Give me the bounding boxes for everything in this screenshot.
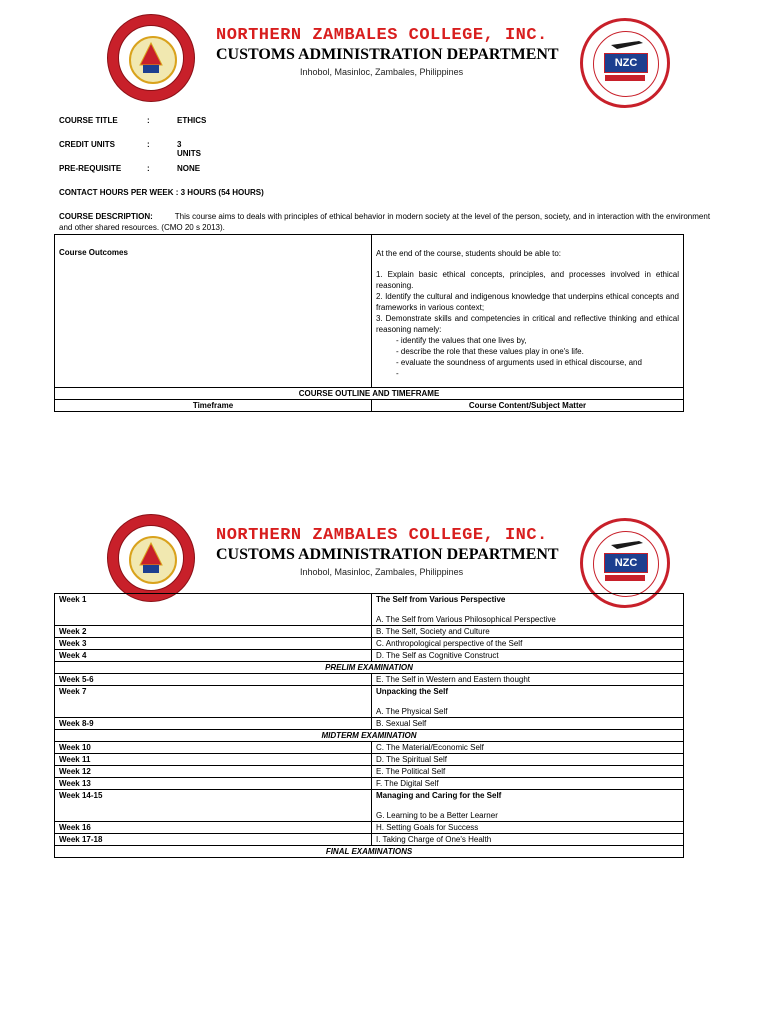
- schedule-table: [54, 593, 684, 858]
- content-text: E. The Self in Western and Eastern thought: [376, 675, 531, 684]
- department-seal-right: [580, 18, 670, 108]
- outcomes-label: Course Outcomes: [55, 235, 372, 388]
- schedule-row: [55, 638, 684, 650]
- content-cell: [372, 650, 684, 662]
- exam-row: [55, 730, 684, 742]
- content-cell: [372, 594, 684, 626]
- department-name: CUSTOMS ADMINISTRATION DEPARTMENT: [216, 46, 559, 63]
- exam-label: PRELIM EXAMINATION: [55, 662, 684, 674]
- schedule-row: [55, 650, 684, 662]
- content-text: B. Sexual Self: [376, 719, 427, 728]
- week-cell: Week 17-18: [55, 834, 372, 846]
- content-subtopic: G. Learning to be a Better Learner: [376, 811, 498, 820]
- content-text: H. Setting Goals for Success: [376, 823, 479, 832]
- nzc-badge: NZC: [604, 553, 648, 573]
- schedule-row: [55, 766, 684, 778]
- content-cell: [372, 822, 684, 834]
- content-cell: [372, 790, 684, 822]
- seal-emblem-shape: [108, 15, 194, 101]
- week-cell: Week 1: [55, 594, 372, 626]
- content-text: C. The Material/Economic Self: [376, 743, 484, 752]
- nzc-badge: NZC: [604, 53, 648, 73]
- schedule-row: [55, 674, 684, 686]
- college-seal-left: [107, 514, 195, 602]
- schedule-row: [55, 594, 684, 626]
- week-cell: Week 2: [55, 626, 372, 638]
- content-cell: [372, 674, 684, 686]
- college-name: NORTHERN ZAMBALES COLLEGE, INC.: [216, 26, 548, 45]
- course-description: [59, 211, 711, 233]
- content-text: D. The Self as Cognitive Construct: [376, 651, 499, 660]
- description-text: This course aims to deals with principles of ethical behavior in modern society at the level of the person, society, and in interaction with the environment and other shared resources. (CMO 20 s 2013).: [59, 212, 711, 232]
- outcomes-table: [54, 234, 684, 412]
- schedule-row: [55, 718, 684, 730]
- week-cell: Week 11: [55, 754, 372, 766]
- exam-label: FINAL EXAMINATIONS: [55, 846, 684, 858]
- content-text: C. Anthropological perspective of the Self: [376, 639, 523, 648]
- content-text: I. Taking Charge of One's Health: [376, 835, 492, 844]
- week-cell: Week 4: [55, 650, 372, 662]
- schedule-row: [55, 778, 684, 790]
- schedule-row: [55, 822, 684, 834]
- content-text: The Self from Various Perspective: [376, 595, 506, 604]
- content-cell: [372, 718, 684, 730]
- content-cell: [372, 626, 684, 638]
- content-text: Managing and Caring for the Self: [376, 791, 502, 800]
- content-text: B. The Self, Society and Culture: [376, 627, 490, 636]
- description-label: COURSE DESCRIPTION:: [59, 212, 153, 221]
- col-timeframe: Timeframe: [55, 400, 372, 412]
- address: Inhobol, Masinloc, Zambales, Philippines: [300, 67, 464, 77]
- content-cell: [372, 778, 684, 790]
- outline-title: COURSE OUTLINE AND TIMEFRAME: [55, 388, 684, 400]
- content-subtopic: A. The Physical Self: [376, 707, 448, 716]
- college-name: NORTHERN ZAMBALES COLLEGE, INC.: [216, 526, 548, 545]
- content-cell: [372, 754, 684, 766]
- content-cell: [372, 834, 684, 846]
- department-name: CUSTOMS ADMINISTRATION DEPARTMENT: [216, 546, 559, 563]
- content-text: E. The Political Self: [376, 767, 446, 776]
- address: Inhobol, Masinloc, Zambales, Philippines: [300, 567, 464, 577]
- schedule-row: [55, 834, 684, 846]
- college-seal-left: [107, 14, 195, 102]
- schedule-row: [55, 626, 684, 638]
- week-cell: Week 3: [55, 638, 372, 650]
- content-text: F. The Digital Self: [376, 779, 439, 788]
- content-cell: [372, 686, 684, 718]
- week-cell: Week 12: [55, 766, 372, 778]
- content-subtopic: A. The Self from Various Philosophical Perspective: [376, 615, 556, 624]
- schedule-row: [55, 686, 684, 718]
- seal-emblem-shape: [108, 515, 194, 601]
- document-page-1: NORTHERN ZAMBALES COLLEGE, INC. CUSTOMS ADMINISTRATION DEPARTMENT Inhobol, Masinloc, Zambales, Philippines NZC COURSE TITLE : ETHICS CREDIT UNITS : 3 UNITS PRE-REQUISITE : NONE CONTACT HOURS PER WEEK : 3 HOURS (54 HOURS) COURSE DESCRIPTION: This course aims to deals with principles of ethical behavior in modern society at the level of the person, society, and in interaction with the environment and other shared resources. (CMO 20 s 2013). Course Outcomes At the end of the course, students should be able to: 1. Explain basic ethical concepts, principles, and processes involved in ethical reasoning. 2. Identify the cultural and indigenous knowledge that underpins ethical concepts and frameworks in various context; 3. Demonstrate skills and competencies in critical and reflective thinking and ethical reasoning namely: - identify the values that one lives by, - describe the role that these values play in one's life. - evaluate the soundness of arguments used in ethical discourse, and - COURSE OUTLINE AND TIMEFRAME Timeframe Course Content/Subject Matter: [0, 0, 768, 440]
- week-cell: Week 14-15: [55, 790, 372, 822]
- exam-row: [55, 662, 684, 674]
- content-text: D. The Spiritual Self: [376, 755, 447, 764]
- content-cell: [372, 742, 684, 754]
- week-cell: Week 8-9: [55, 718, 372, 730]
- content-text: Unpacking the Self: [376, 687, 449, 696]
- week-cell: Week 13: [55, 778, 372, 790]
- schedule-row: [55, 742, 684, 754]
- col-content: Course Content/Subject Matter: [372, 400, 684, 412]
- content-cell: [372, 638, 684, 650]
- week-cell: Week 7: [55, 686, 372, 718]
- week-cell: Week 16: [55, 822, 372, 834]
- week-cell: Week 10: [55, 742, 372, 754]
- week-cell: Week 5-6: [55, 674, 372, 686]
- exam-label: MIDTERM EXAMINATION: [55, 730, 684, 742]
- exam-row: [55, 846, 684, 858]
- document-page-2: [0, 500, 768, 900]
- schedule-row: [55, 754, 684, 766]
- schedule-row: [55, 790, 684, 822]
- outcomes-list: At the end of the course, students should be able to: 1. Explain basic ethical concepts, principles, and processes involved in ethical reasoning. 2. Identify the cultural and indigenous knowledge that underpins ethical concepts and frameworks in various context; 3. Demonstrate skills and competencies in critical and reflective thinking and ethical reasoning namely: - identify the values that one lives by, - describe the role that these values play in one's life. - evaluate the soundness of arguments used in ethical discourse, and -: [372, 235, 684, 388]
- content-cell: [372, 766, 684, 778]
